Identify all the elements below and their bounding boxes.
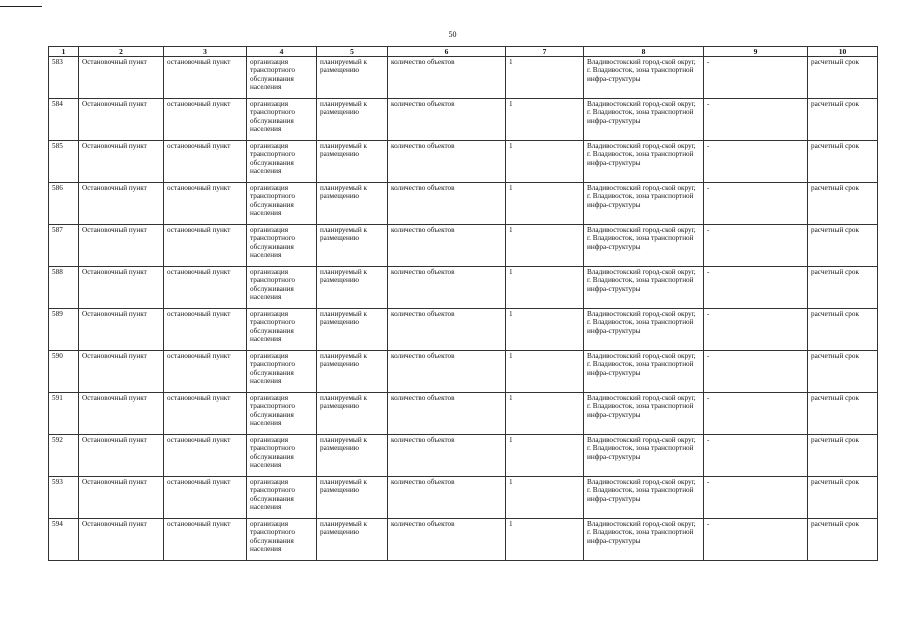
table-row xyxy=(49,99,878,141)
object-type-cell: остановочный пункт xyxy=(164,141,247,183)
location-cell: Владивостокский город-ской округ, г. Владивосток, зона транспортной инфра-структуры xyxy=(584,99,704,141)
characteristic-cell: количество объектов xyxy=(388,519,506,561)
characteristic-cell: количество объектов xyxy=(388,141,506,183)
page-number: 50 xyxy=(448,30,457,39)
purpose-cell: организация транспортного обслуживания населения xyxy=(247,267,317,309)
characteristic-cell: количество объектов xyxy=(388,267,506,309)
row-number-cell: 590 xyxy=(49,351,79,393)
status-cell: планируемый к размещению xyxy=(317,267,388,309)
column-header: 1 xyxy=(49,47,79,57)
status-cell: планируемый к размещению xyxy=(317,183,388,225)
status-cell: планируемый к размещению xyxy=(317,57,388,99)
object-name-cell: Остановочный пункт xyxy=(79,183,164,225)
value-cell: 1 xyxy=(506,225,584,267)
zone-cell: - xyxy=(704,225,808,267)
characteristic-cell: количество объектов xyxy=(388,477,506,519)
object-name-cell: Остановочный пункт xyxy=(79,141,164,183)
location-cell: Владивостокский город-ской округ, г. Владивосток, зона транспортной инфра-структуры xyxy=(584,351,704,393)
characteristic-cell: количество объектов xyxy=(388,309,506,351)
row-number-cell: 591 xyxy=(49,393,79,435)
row-number-cell: 586 xyxy=(49,183,79,225)
term-cell: расчетный срок xyxy=(808,141,878,183)
row-number-cell: 583 xyxy=(49,57,79,99)
characteristic-cell: количество объектов xyxy=(388,225,506,267)
term-cell: расчетный срок xyxy=(808,99,878,141)
term-cell: расчетный срок xyxy=(808,435,878,477)
table-row xyxy=(49,183,878,225)
row-number-cell: 588 xyxy=(49,267,79,309)
status-cell: планируемый к размещению xyxy=(317,225,388,267)
zone-cell: - xyxy=(704,309,808,351)
location-cell: Владивостокский город-ской округ, г. Владивосток, зона транспортной инфра-структуры xyxy=(584,519,704,561)
status-cell: планируемый к размещению xyxy=(317,141,388,183)
characteristic-cell: количество объектов xyxy=(388,351,506,393)
status-cell: планируемый к размещению xyxy=(317,519,388,561)
zone-cell: - xyxy=(704,57,808,99)
purpose-cell: организация транспортного обслуживания населения xyxy=(247,393,317,435)
row-number-cell: 594 xyxy=(49,519,79,561)
row-number-cell: 592 xyxy=(49,435,79,477)
location-cell: Владивостокский город-ской округ, г. Владивосток, зона транспортной инфра-структуры xyxy=(584,309,704,351)
purpose-cell: организация транспортного обслуживания населения xyxy=(247,351,317,393)
object-name-cell: Остановочный пункт xyxy=(79,99,164,141)
term-cell: расчетный срок xyxy=(808,183,878,225)
value-cell: 1 xyxy=(506,141,584,183)
purpose-cell: организация транспортного обслуживания населения xyxy=(247,309,317,351)
row-number-cell: 587 xyxy=(49,225,79,267)
purpose-cell: организация транспортного обслуживания населения xyxy=(247,435,317,477)
object-type-cell: остановочный пункт xyxy=(164,519,247,561)
table-body xyxy=(49,57,878,561)
characteristic-cell: количество объектов xyxy=(388,57,506,99)
table-row xyxy=(49,435,878,477)
zone-cell: - xyxy=(704,99,808,141)
value-cell: 1 xyxy=(506,351,584,393)
column-header: 6 xyxy=(388,47,506,57)
value-cell: 1 xyxy=(506,309,584,351)
object-name-cell: Остановочный пункт xyxy=(79,351,164,393)
zone-cell: - xyxy=(704,267,808,309)
zone-cell: - xyxy=(704,183,808,225)
object-name-cell: Остановочный пункт xyxy=(79,519,164,561)
object-type-cell: остановочный пункт xyxy=(164,477,247,519)
object-type-cell: остановочный пункт xyxy=(164,351,247,393)
term-cell: расчетный срок xyxy=(808,351,878,393)
column-header: 8 xyxy=(584,47,704,57)
objects-table xyxy=(48,46,878,561)
table-row xyxy=(49,393,878,435)
header-row xyxy=(49,47,878,57)
location-cell: Владивостокский город-ской округ, г. Владивосток, зона транспортной инфра-структуры xyxy=(584,57,704,99)
term-cell: расчетный срок xyxy=(808,267,878,309)
object-type-cell: остановочный пункт xyxy=(164,393,247,435)
purpose-cell: организация транспортного обслуживания населения xyxy=(247,183,317,225)
table-row xyxy=(49,477,878,519)
purpose-cell: организация транспортного обслуживания населения xyxy=(247,99,317,141)
table-row xyxy=(49,141,878,183)
term-cell: расчетный срок xyxy=(808,519,878,561)
object-type-cell: остановочный пункт xyxy=(164,309,247,351)
status-cell: планируемый к размещению xyxy=(317,435,388,477)
location-cell: Владивостокский город-ской округ, г. Владивосток, зона транспортной инфра-структуры xyxy=(584,183,704,225)
table-row xyxy=(49,57,878,99)
object-name-cell: Остановочный пункт xyxy=(79,57,164,99)
status-cell: планируемый к размещению xyxy=(317,477,388,519)
object-name-cell: Остановочный пункт xyxy=(79,309,164,351)
purpose-cell: организация транспортного обслуживания населения xyxy=(247,141,317,183)
table-row xyxy=(49,225,878,267)
zone-cell: - xyxy=(704,141,808,183)
characteristic-cell: количество объектов xyxy=(388,99,506,141)
zone-cell: - xyxy=(704,477,808,519)
table-row xyxy=(49,267,878,309)
characteristic-cell: количество объектов xyxy=(388,435,506,477)
table-row xyxy=(49,309,878,351)
location-cell: Владивостокский город-ской округ, г. Владивосток, зона транспортной инфра-структуры xyxy=(584,393,704,435)
status-cell: планируемый к размещению xyxy=(317,351,388,393)
purpose-cell: организация транспортного обслуживания населения xyxy=(247,519,317,561)
value-cell: 1 xyxy=(506,435,584,477)
object-name-cell: Остановочный пункт xyxy=(79,435,164,477)
zone-cell: - xyxy=(704,435,808,477)
object-type-cell: остановочный пункт xyxy=(164,99,247,141)
characteristic-cell: количество объектов xyxy=(388,393,506,435)
object-type-cell: остановочный пункт xyxy=(164,267,247,309)
table-row xyxy=(49,519,878,561)
term-cell: расчетный срок xyxy=(808,57,878,99)
value-cell: 1 xyxy=(506,183,584,225)
object-type-cell: остановочный пункт xyxy=(164,183,247,225)
status-cell: планируемый к размещению xyxy=(317,309,388,351)
status-cell: планируемый к размещению xyxy=(317,99,388,141)
column-header: 4 xyxy=(247,47,317,57)
term-cell: расчетный срок xyxy=(808,477,878,519)
row-number-cell: 584 xyxy=(49,99,79,141)
zone-cell: - xyxy=(704,519,808,561)
row-number-cell: 589 xyxy=(49,309,79,351)
object-type-cell: остановочный пункт xyxy=(164,225,247,267)
object-type-cell: остановочный пункт xyxy=(164,435,247,477)
value-cell: 1 xyxy=(506,99,584,141)
row-number-cell: 585 xyxy=(49,141,79,183)
zone-cell: - xyxy=(704,351,808,393)
location-cell: Владивостокский город-ской округ, г. Владивосток, зона транспортной инфра-структуры xyxy=(584,267,704,309)
term-cell: расчетный срок xyxy=(808,309,878,351)
object-name-cell: Остановочный пункт xyxy=(79,477,164,519)
location-cell: Владивостокский город-ской округ, г. Владивосток, зона транспортной инфра-структуры xyxy=(584,435,704,477)
zone-cell: - xyxy=(704,393,808,435)
object-name-cell: Остановочный пункт xyxy=(79,393,164,435)
value-cell: 1 xyxy=(506,267,584,309)
object-name-cell: Остановочный пункт xyxy=(79,267,164,309)
object-type-cell: остановочный пункт xyxy=(164,57,247,99)
location-cell: Владивостокский город-ской округ, г. Владивосток, зона транспортной инфра-структуры xyxy=(584,477,704,519)
corner-rule xyxy=(0,6,42,7)
term-cell: расчетный срок xyxy=(808,393,878,435)
status-cell: планируемый к размещению xyxy=(317,393,388,435)
value-cell: 1 xyxy=(506,57,584,99)
column-header: 3 xyxy=(164,47,247,57)
row-number-cell: 593 xyxy=(49,477,79,519)
characteristic-cell: количество объектов xyxy=(388,183,506,225)
value-cell: 1 xyxy=(506,477,584,519)
column-header: 9 xyxy=(704,47,808,57)
purpose-cell: организация транспортного обслуживания населения xyxy=(247,57,317,99)
term-cell: расчетный срок xyxy=(808,225,878,267)
table-row xyxy=(49,351,878,393)
object-name-cell: Остановочный пункт xyxy=(79,225,164,267)
location-cell: Владивостокский город-ской округ, г. Владивосток, зона транспортной инфра-структуры xyxy=(584,225,704,267)
column-header: 7 xyxy=(506,47,584,57)
location-cell: Владивостокский город-ской округ, г. Владивосток, зона транспортной инфра-структуры xyxy=(584,141,704,183)
purpose-cell: организация транспортного обслуживания населения xyxy=(247,225,317,267)
column-header: 5 xyxy=(317,47,388,57)
value-cell: 1 xyxy=(506,393,584,435)
value-cell: 1 xyxy=(506,519,584,561)
column-header: 10 xyxy=(808,47,878,57)
column-header: 2 xyxy=(79,47,164,57)
purpose-cell: организация транспортного обслуживания населения xyxy=(247,477,317,519)
